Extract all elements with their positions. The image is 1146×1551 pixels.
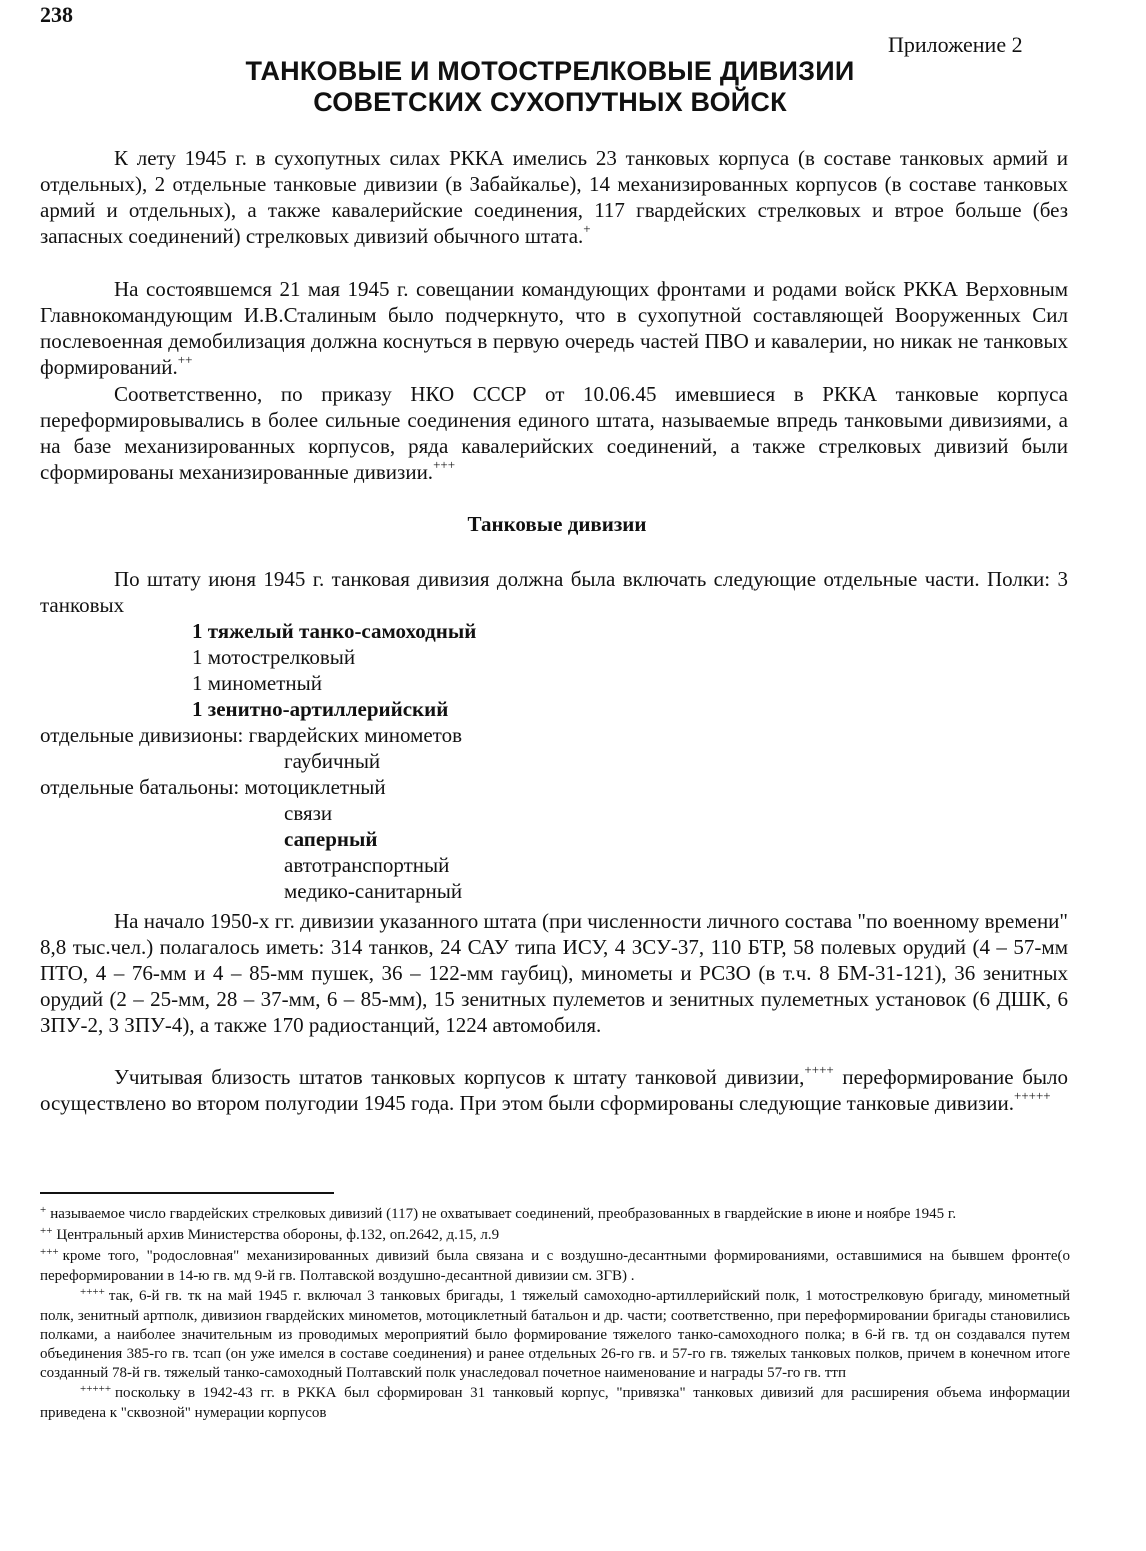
footnote-ref-2: ++ (177, 352, 193, 367)
list-item: саперный (284, 827, 378, 851)
footnote-mark: +++ (40, 1246, 59, 1258)
footnote-ref-1: + (583, 221, 591, 236)
footnote-mark: +++++ (80, 1383, 112, 1395)
list-item: связи (284, 801, 333, 825)
footnote-mark: ++ (40, 1225, 53, 1237)
list-item: 1 минометный (192, 671, 322, 695)
page-number: 238 (40, 2, 73, 27)
paragraph-5-text: На начало 1950-х гг. дивизии указанного штата (при численности личного состава "по военному времени" 8,8 тыс.чел.) полагалось иметь: 314 танков, 24 САУ типа ИСУ, 4 ЗСУ-37, 110 БТР, 58 полевых орудий (4 – 57-мм ПТО, 4 – 76-мм и 4 – 85-мм пушек, 36 – 122-мм гаубиц), минометы и РСЗО (в т.ч. 8 БМ-31-121), 36 зенитных орудий (2 – 25-мм, 28 – 37-мм, 6 – 85-мм), 15 зенитных пулеметов и зенитных пулеметных установок (6 ДШК, 6 ЗПУ-2, 3 ЗПУ-4), а также 170 радиостанций, 1224 автомобиля. (40, 909, 1068, 1037)
appendix-label: Приложение 2 (888, 32, 1023, 57)
section-heading: Танковые дивизии (467, 512, 647, 536)
footnote-divider (40, 1192, 334, 1194)
footnote-text: поскольку в 1942-43 гг. в РККА был сформирован 31 танковый корпус, "привязка" танковых дивизий для расширения объема информации приведена к "сквозной" нумерации корпусов (40, 1385, 1070, 1421)
regiments-list (40, 618, 476, 722)
list-item: автотранспортный (284, 853, 450, 877)
footnote-text: так, 6-й гв. тк на май 1945 г. включал 3 танковых бригады, 1 тяжелый самоходно-артиллерийский полк, 1 мотострелковую бригаду, минометный полк, зенитный артполк, дивизион гвардейских минометов, мотоциклетный батальон и др. части; соответственно, при переформировании бригады становились полками, а наиболее значительным из проводимых мероприятий было формирование тяжелого танко-самоходного полка; в 6-й гв. тд он создавался путем объединения 385-го гв. тсап (он уже имелся в составе соединения) и ранее отдельных 26-го гв. и 57-го гв. тяжелых танковых полков, причем в конечном итоге созданный 78-й гв. тяжелый танко-самоходный Полтавский полк унаследовал почетное наименование и награды 57-го гв. ттп (40, 1288, 1070, 1381)
paragraph-4-text: По штату июня 1945 г. танковая дивизия должна была включать следующие отдельные части. Полки: 3 танковых (40, 567, 1068, 617)
list-item: гаубичный (284, 749, 381, 773)
footnote-ref-5: +++++ (1013, 1088, 1051, 1103)
paragraph-2 (40, 276, 1068, 380)
footnotes (40, 1205, 1070, 1424)
footnote-ref-3: +++ (433, 457, 456, 472)
list-item: 1 тяжелый танко-самоходный (192, 619, 477, 643)
paragraph-6-text-b: переформирование было осуществлено во втором полугодии 1945 года. При этом были сформированы следующие танковые дивизии. (40, 1065, 1068, 1115)
paragraph-6 (40, 1064, 1068, 1116)
divisions-label: отдельные дивизионы: гвардейских минометов (40, 723, 462, 747)
title-line-2: СОВЕТСКИХ СУХОПУТНЫХ ВОЙСК (313, 87, 787, 117)
footnote-text: кроме того, "родословная" механизированных дивизий была связана и с воздушно-десантными формированиями, оставшимися на бывшем фронте(о переформировании в 14-ю гв. мд 9-й гв. Полтавской воздушно-десантной дивизии см. ЗГВ) . (40, 1248, 1070, 1284)
paragraph-6-text-a: Учитывая близость штатов танковых корпусов к штату танковой дивизии, (114, 1065, 805, 1089)
paragraph-2-text: На состоявшемся 21 мая 1945 г. совещании командующих фронтами и родами войск РККА Верховным Главнокомандующим И.В.Сталиным было подчеркнуто, что в сухопутной составляющей Вооруженных Сил послевоенная демобилизация должна коснуться в первую очередь частей ПВО и кавалерии, но никак не танковых формирований. (40, 277, 1068, 379)
footnote-text: называемое число гвардейских стрелковых дивизий (117) не охватывает соединений, преобразованных в гвардейские в июне и ноябре 1945 г. (50, 1206, 957, 1222)
footnote-3 (40, 1247, 1070, 1286)
page-title (0, 56, 1100, 118)
footnote-mark: + (40, 1204, 47, 1216)
paragraph-3 (40, 381, 1068, 485)
title-line-1: ТАНКОВЫЕ И МОТОСТРЕЛКОВЫЕ ДИВИЗИИ (245, 56, 855, 86)
footnote-ref-4: ++++ (804, 1062, 834, 1077)
paragraph-1-text: К лету 1945 г. в сухопутных силах РККА имелись 23 танковых корпуса (в составе танковых армий и отдельных), 2 отдельные танковые дивизии (в Забайкалье), 14 механизированных корпусов (в составе танковых армий и отдельных), а также кавалерийские соединения, 117 гвардейских стрелковых и втрое больше (без запасных соединений) стрелковых дивизий обычного штата. (40, 146, 1068, 248)
footnote-2 (40, 1226, 1070, 1246)
footnote-4 (40, 1287, 1070, 1383)
paragraph-5 (40, 908, 1068, 1038)
paragraph-3-text: Соответственно, по приказу НКО СССР от 10.06.45 имевшиеся в РККА танковые корпуса переформировывались в более сильные соединения единого штата, называемые впредь танковыми дивизиями, а на базе механизированных корпусов, ряда кавалерийских соединений, а также стрелковых дивизий были сформированы механизированные дивизии. (40, 382, 1068, 484)
paragraph-4 (40, 566, 1068, 618)
battalions-label: отдельные батальоны: мотоциклетный (40, 775, 386, 799)
list-item: 1 мотострелковый (192, 645, 356, 669)
list-item: 1 зенитно-артиллерийский (192, 697, 449, 721)
footnote-1 (40, 1205, 1070, 1225)
units-list (40, 722, 462, 904)
footnote-5 (40, 1384, 1070, 1423)
paragraph-1 (40, 145, 1068, 249)
footnote-text: Центральный архив Министерства обороны, ф.132, оп.2642, д.15, л.9 (56, 1227, 500, 1243)
footnote-mark: ++++ (80, 1286, 105, 1298)
list-item: медико-санитарный (284, 879, 463, 903)
